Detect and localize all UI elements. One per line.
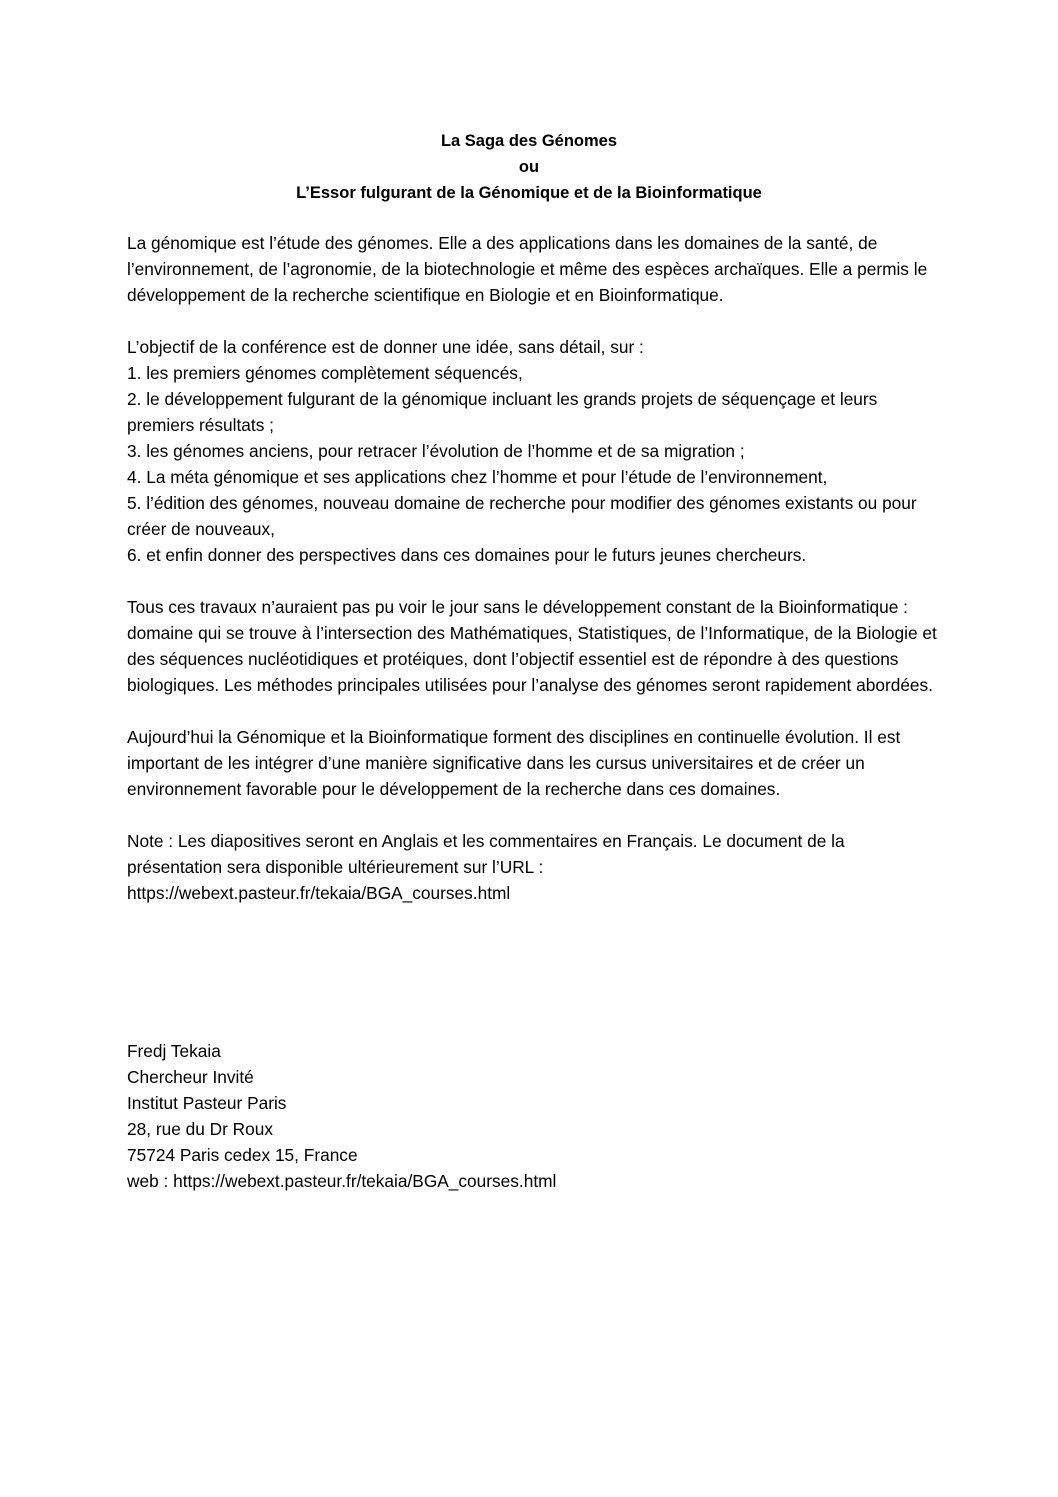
document-body	[127, 230, 937, 932]
objective-list	[127, 360, 937, 568]
intro-text: La génomique est l’étude des génomes. Elle a des applications dans les domaines de la santé, de l’environnement, de l’agronomie, de la biotechnologie et même des espèces archaïques. Elle a permis le développement de la recherche scientifique en Biologie et en Bioinformatique.	[127, 233, 928, 305]
note-paragraph	[127, 828, 937, 906]
objective-section	[127, 334, 937, 568]
today-paragraph	[127, 724, 937, 802]
author-street: 28, rue du Dr Roux	[127, 1119, 274, 1139]
title-line-2: ou	[518, 158, 540, 176]
author-city: 75724 Paris cedex 15, France	[127, 1145, 358, 1165]
list-item: 6. et enfin donner des perspectives dans ces domaines pour le futurs jeunes chercheurs.	[127, 545, 807, 565]
signature-block	[127, 1038, 937, 1194]
intro-paragraph	[127, 230, 937, 308]
list-item: 2. le développement fulgurant de la génomique incluant les grands projets de séquençage et leurs premiers résultats ;	[127, 389, 878, 435]
list-item: 1. les premiers génomes complètement séquencés,	[127, 363, 523, 383]
note-url: https://webext.pasteur.fr/tekaia/BGA_courses.html	[127, 883, 511, 903]
bioinformatics-paragraph	[127, 594, 937, 698]
list-item: 3. les génomes anciens, pour retracer l’évolution de l’homme et de sa migration ;	[127, 441, 745, 461]
title-line-1: La Saga des Génomes	[440, 132, 618, 150]
author-role: Chercheur Invité	[127, 1067, 254, 1087]
author-name: Fredj Tekaia	[127, 1041, 221, 1061]
title-line-3: L’Essor fulgurant de la Génomique et de la Bioinformatique	[296, 184, 762, 202]
today-text: Aujourd’hui la Génomique et la Bioinformatique forment des disciplines en continuelle évolution. Il est important de les intégrer d’une manière significative dans les cursus universitaires et de créer un environnement favorable pour le développement de la recherche dans ces domaines.	[127, 727, 901, 799]
title-block	[0, 128, 1058, 206]
author-web: web : https://webext.pasteur.fr/tekaia/BGA_courses.html	[127, 1171, 557, 1191]
list-item: 5. l’édition des génomes, nouveau domaine de recherche pour modifier des génomes existants ou pour créer de nouveaux,	[127, 493, 917, 539]
objective-lead: L’objectif de la conférence est de donner une idée, sans détail, sur :	[127, 337, 644, 357]
list-item: 4. La méta génomique et ses applications chez l’homme et pour l’étude de l’environnement,	[127, 467, 828, 487]
note-text: Note : Les diapositives seront en Anglais et les commentaires en Français. Le document de la présentation sera disponible ultérieurement sur l’URL :	[127, 831, 845, 877]
bioinformatics-text: Tous ces travaux n’auraient pas pu voir le jour sans le développement constant de la Bioinformatique : domaine qui se trouve à l’intersection des Mathématiques, Statistiques, de l’Informatique, de la Biologie et des séquences nucléotidiques et protéiques, dont l’objectif essentiel est de répondre à des questions biologiques. Les méthodes principales utilisées pour l’analyse des génomes seront rapidement abordées.	[127, 597, 937, 695]
author-institute: Institut Pasteur Paris	[127, 1093, 287, 1113]
